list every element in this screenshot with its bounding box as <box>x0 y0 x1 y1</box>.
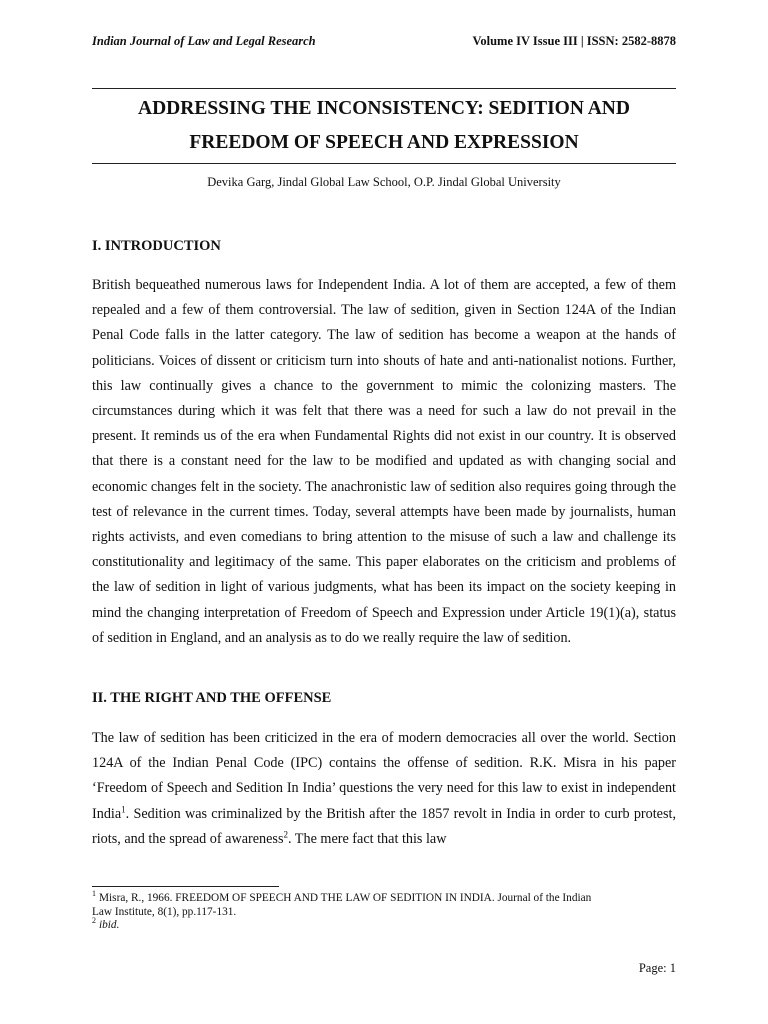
paragraph-text-part-3: . The mere fact that this law <box>287 830 447 847</box>
volume-issn: Volume IV Issue III | ISSN: 2582-8878 <box>472 34 676 48</box>
footnote-separator <box>92 886 279 887</box>
footnote-1-line-2: Law Institute, 8(1), pp.117-131. <box>92 905 237 918</box>
footnote-mark-1: 1 <box>92 889 96 899</box>
author-line: Devika Garg, Jindal Global Law School, O.P. Jindal Global University <box>207 175 561 189</box>
footnote-2-text: ibid. <box>99 919 120 931</box>
section-heading-introduction: I. INTRODUCTION <box>92 238 221 254</box>
footnote-2 <box>92 916 676 933</box>
title-top-rule <box>92 88 676 89</box>
paper-title <box>92 92 676 160</box>
right-and-offense-paragraph <box>92 726 676 852</box>
footnotes <box>92 889 676 933</box>
footnote-ref-2[interactable]: 2 <box>283 829 288 840</box>
paragraph-text-part-1: The law of sedition has been criticized in the era of modern democracies all over the world. Section 124A of the Indian Penal Code (IPC) contains the offense of sedition. R.K. Misra in his paper ‘Freedom of Speech and Sedition In India’ questions the very need for this law to exist in independent India <box>92 730 676 822</box>
page-number: Page: 1 <box>638 961 676 975</box>
introduction-paragraph: British bequeathed numerous laws for Independent India. A lot of them are accepted, a few of them repealed and a few of them controversial. The law of sedition, given in Section 124A of the Indian Penal Code falls in the latter category. The law of sedition has become a weapon at the hands of politicians. Voices of dissent or criticism turn into shouts of hate and anti-nationalist notions. Further, this law continually gives a chance to the government to mimic the colonizing masters. The circumstances during which it was felt that there was a need for such a law do not prevail in the present. It reminds us of the era when Fundamental Rights did not exist in our country. It is observed that there is a constant need for the law to be modified and updated as with changing social and economic changes felt in the society. The anachronistic law of sedition also requires going through the test of relevance in the current times. Today, several attempts have been made by journalists, human rights activists, and even comedians to bring attention to the misuse of such a law and challenge its constitutionality and legitimacy of the same. This paper elaborates on the criticism and problems of the law of sedition in light of various judgments, what has been its impact on the society keeping in mind the changing interpretation of Freedom of Speech and Expression under Article 19(1)(a), status of sedition in England, and an analysis as to do we really require the law of sedition. <box>92 277 676 646</box>
title-line-2: FREEDOM OF SPEECH AND EXPRESSION <box>189 132 579 153</box>
title-bottom-rule <box>92 163 676 164</box>
footnote-ref-1[interactable]: 1 <box>121 803 126 814</box>
footnote-1-line-1: Misra, R., 1966. FREEDOM OF SPEECH AND THE LAW OF SEDITION IN INDIA. Journal of the Indian <box>99 892 592 904</box>
title-line-1: ADDRESSING THE INCONSISTENCY: SEDITION AND <box>138 98 630 119</box>
journal-name: Indian Journal of Law and Legal Research <box>92 34 316 48</box>
footnote-1 <box>92 889 676 906</box>
footnote-mark-2: 2 <box>92 916 96 926</box>
section-heading-right-and-offense: II. THE RIGHT AND THE OFFENSE <box>92 690 332 706</box>
paragraph-text-part-2: . Sedition was criminalized by the British after the 1857 revolt in India in order to curb protest, riots, and the spread of awareness <box>92 805 676 847</box>
running-header <box>92 34 676 49</box>
